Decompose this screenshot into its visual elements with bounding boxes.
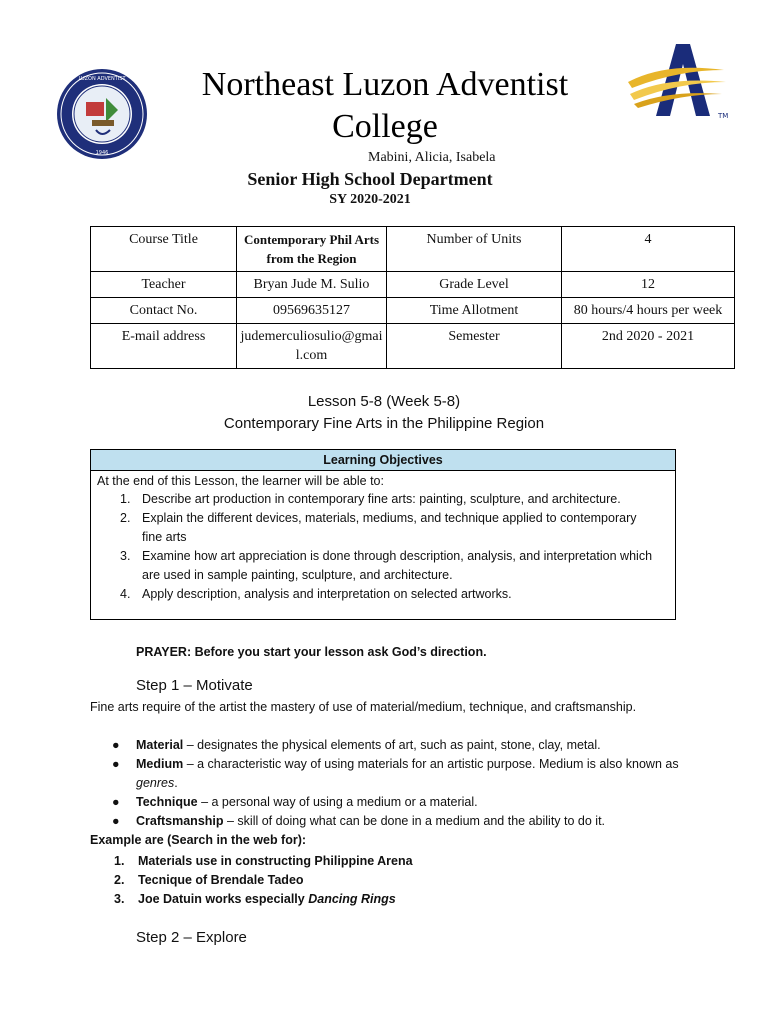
item-number: 1. — [120, 492, 131, 506]
grade-value: 12 — [562, 272, 735, 298]
list-item — [90, 871, 413, 890]
list-item — [90, 793, 690, 812]
example-text: Tecnique of Brendale Tadeo — [138, 873, 304, 887]
list-item — [90, 812, 690, 831]
time-value: 80 hours/4 hours per week — [562, 298, 735, 324]
units-label: Number of Units — [387, 227, 562, 272]
adventist-a-logo — [626, 42, 736, 122]
email-value[interactable]: judemerculiosulio@gmail.com — [237, 324, 387, 369]
email-label: E-mail address — [91, 324, 237, 369]
objectives-intro: At the end of this Lesson, the learner will be able to: — [97, 474, 384, 488]
step-1-intro: Fine arts require of the artist the mastery of use of material/medium, technique, and craftsmanship. — [90, 700, 637, 714]
item-number: 1. — [114, 854, 125, 868]
term: Technique — [136, 795, 198, 809]
bullet-icon: ● — [112, 738, 120, 752]
college-name: Northeast Luzon Adventist College — [201, 66, 569, 145]
course-title-value: Contemporary Phil Arts from the Region — [237, 227, 387, 272]
objectives-list — [91, 490, 675, 604]
contact-label: Contact No. — [91, 298, 237, 324]
bullet-icon: ● — [112, 757, 120, 771]
college-address: Mabini, Alicia, Isabela — [368, 150, 496, 165]
objective-text: Apply description, analysis and interpretation on selected artworks. — [142, 587, 512, 601]
term-italic: genres — [136, 776, 175, 790]
list-item — [91, 509, 675, 547]
table-row — [91, 272, 735, 298]
item-number: 4. — [120, 587, 131, 601]
item-number: 3. — [114, 892, 125, 906]
table-row — [91, 324, 735, 369]
trademark-mark: TM — [718, 112, 729, 120]
department-name: Senior High School Department — [247, 169, 493, 189]
examples-heading: Example are (Search in the web for): — [90, 833, 307, 847]
term-after: . — [174, 776, 178, 790]
example-italic: Dancing Rings — [308, 892, 396, 906]
objective-text: Explain the different devices, materials, mediums, and technique applied to contemporary fine arts — [142, 511, 637, 544]
table-row — [91, 298, 735, 324]
learning-objectives-box — [90, 449, 676, 620]
term-desc: – a characteristic way of using materials for an artistic purpose. Medium is also known as — [183, 757, 679, 771]
list-item — [90, 755, 690, 793]
list-item — [91, 585, 675, 604]
example-text: Joe Datuin works especially — [138, 892, 309, 906]
lesson-number: Lesson 5-8 (Week 5-8) — [307, 393, 461, 410]
item-number: 2. — [114, 873, 125, 887]
svg-text:1946: 1946 — [95, 150, 109, 156]
course-info-table — [90, 226, 735, 369]
term-desc: – skill of doing what can be done in a medium and the ability to do it. — [223, 814, 606, 828]
objective-text: Describe art production in contemporary fine arts: painting, sculpture, and architecture. — [142, 492, 621, 506]
list-item — [90, 852, 413, 871]
course-title-label: Course Title — [91, 227, 237, 272]
term-desc: – a personal way of using a medium or a material. — [197, 795, 478, 809]
contact-value: 09569635127 — [237, 298, 387, 324]
objective-text: Examine how art appreciation is done through description, analysis, and interpretation which are used in sample painting, sculpture, and architecture. — [142, 549, 653, 582]
step-2-heading: Step 2 – Explore — [136, 929, 247, 946]
teacher-label: Teacher — [91, 272, 237, 298]
example-text: Materials use in constructing Philippine Arena — [138, 854, 413, 868]
semester-label: Semester — [387, 324, 562, 369]
college-seal-logo — [56, 68, 148, 160]
grade-label: Grade Level — [387, 272, 562, 298]
semester-value: 2nd 2020 - 2021 — [562, 324, 735, 369]
examples-list — [90, 852, 413, 909]
term: Medium — [136, 757, 184, 771]
list-item — [90, 736, 690, 755]
term: Material — [136, 738, 184, 752]
time-label: Time Allotment — [387, 298, 562, 324]
terms-list — [90, 736, 690, 831]
list-item — [91, 547, 675, 585]
objectives-header: Learning Objectives — [91, 450, 675, 471]
bullet-icon: ● — [112, 814, 120, 828]
term-desc: – designates the physical elements of art, such as paint, stone, clay, metal. — [183, 738, 601, 752]
item-number: 2. — [120, 511, 131, 525]
list-item — [90, 890, 413, 909]
term: Craftsmanship — [136, 814, 224, 828]
step-1-heading: Step 1 – Motivate — [136, 677, 253, 694]
teacher-value: Bryan Jude M. Sulio — [237, 272, 387, 298]
school-year: SY 2020-2021 — [329, 192, 411, 207]
prayer-note: PRAYER: Before you start your lesson ask God’s direction. — [136, 645, 487, 659]
lesson-title: Contemporary Fine Arts in the Philippine Region — [223, 415, 545, 432]
svg-text:LUZON ADVENTIST: LUZON ADVENTIST — [78, 76, 126, 82]
units-value: 4 — [562, 227, 735, 272]
item-number: 3. — [120, 549, 131, 563]
list-item — [91, 490, 675, 509]
table-row — [91, 227, 735, 272]
bullet-icon: ● — [112, 795, 120, 809]
